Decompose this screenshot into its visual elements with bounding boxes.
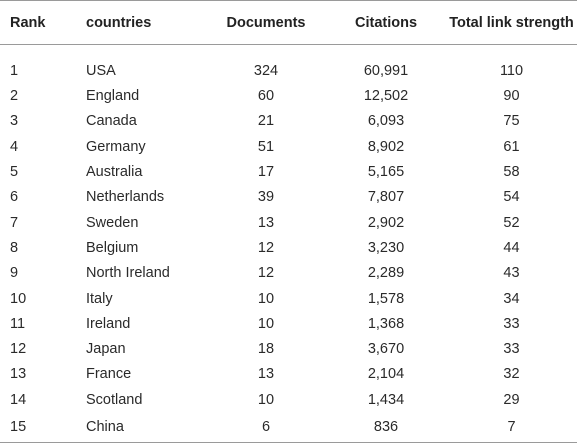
cell-total-link-strength: 32 (503, 366, 520, 383)
cell-documents: 13 (257, 366, 275, 383)
cell-rank: 15 (0, 412, 78, 442)
cell-documents: 324 (253, 63, 279, 80)
cell-documents: 6 (206, 412, 326, 442)
cell-rank: 2 (10, 88, 19, 105)
cell-rank: 14 (10, 391, 27, 408)
cell-total-link-strength: 33 (503, 315, 520, 332)
cell-citations: 2,902 (367, 214, 405, 231)
cell-documents: 10 (257, 315, 275, 332)
cell-country: Japan (86, 341, 126, 358)
table-row (0, 134, 577, 159)
cell-citations: 60,991 (363, 63, 409, 80)
cell-rank: 5 (10, 164, 19, 181)
cell-country: Germany (86, 138, 146, 155)
cell-documents: 10 (257, 290, 275, 307)
cell-total-link-strength: 90 (503, 88, 520, 105)
cell-country: Netherlands (86, 189, 165, 206)
cell-documents: 12 (257, 265, 275, 282)
table-header (0, 1, 577, 45)
cell-country: France (86, 366, 132, 383)
cell-country: Ireland (86, 315, 131, 332)
cell-rank: 8 (10, 239, 19, 256)
cell-citations: 6,093 (367, 113, 405, 130)
header-total-link-strength: Total link strength (446, 1, 577, 45)
cell-rank: 10 (10, 290, 27, 307)
cell-rank: 7 (10, 214, 19, 231)
cell-citations: 1,578 (367, 290, 405, 307)
header-citations: Citations (326, 1, 446, 45)
cell-rank: 9 (10, 265, 19, 282)
cell-citations: 12,502 (363, 88, 409, 105)
cell-total-link-strength: 43 (503, 265, 520, 282)
table-row (0, 286, 577, 311)
table-row (0, 84, 577, 109)
cell-citations: 2,104 (367, 366, 405, 383)
cell-citations: 8,902 (367, 138, 405, 155)
cell-rank: 3 (10, 113, 19, 130)
cell-total-link-strength: 33 (503, 341, 520, 358)
cell-citations: 836 (326, 412, 446, 442)
cell-country: China (78, 412, 206, 442)
table-body (0, 45, 577, 443)
cell-total-link-strength: 61 (503, 138, 520, 155)
table-row (0, 109, 577, 134)
cell-documents: 12 (257, 239, 275, 256)
cell-country: England (86, 88, 140, 105)
cell-rank: 6 (10, 189, 19, 206)
table-row (0, 336, 577, 361)
table-row (0, 235, 577, 260)
cell-total-link-strength: 75 (503, 113, 520, 130)
cell-documents: 13 (257, 214, 275, 231)
cell-rank: 1 (10, 63, 19, 80)
cell-rank: 12 (10, 341, 27, 358)
cell-rank: 4 (10, 138, 19, 155)
header-countries: countries (78, 1, 206, 45)
cell-total-link-strength: 34 (503, 290, 520, 307)
cell-total-link-strength: 29 (503, 391, 520, 408)
cell-documents: 39 (257, 189, 275, 206)
cell-total-link-strength: 54 (503, 189, 520, 206)
cell-total-link-strength: 58 (503, 164, 520, 181)
table-row (0, 412, 577, 442)
cell-total-link-strength: 110 (499, 63, 524, 80)
cell-citations: 3,670 (367, 341, 405, 358)
table-row (0, 387, 577, 412)
cell-country: Canada (86, 113, 137, 130)
table-row (0, 311, 577, 336)
cell-citations: 3,230 (367, 239, 405, 256)
cell-citations: 7,807 (367, 189, 405, 206)
cell-citations: 1,434 (367, 391, 405, 408)
cell-total-link-strength: 44 (503, 239, 520, 256)
table-row (0, 185, 577, 210)
table-row (0, 261, 577, 286)
table-row (0, 45, 577, 84)
header-row (0, 1, 577, 45)
cell-country: Belgium (86, 239, 139, 256)
cell-rank: 11 (10, 315, 26, 332)
cell-documents: 17 (257, 164, 275, 181)
table-row (0, 362, 577, 387)
cell-documents: 60 (257, 88, 275, 105)
cell-country: Australia (86, 164, 143, 181)
cell-country: Italy (86, 290, 113, 307)
cell-country: Scotland (86, 391, 143, 408)
cell-documents: 21 (257, 113, 275, 130)
cell-total-link-strength: 52 (503, 214, 520, 231)
table-row (0, 159, 577, 184)
cell-citations: 5,165 (367, 164, 405, 181)
header-rank: Rank (0, 1, 78, 45)
cell-documents: 18 (257, 341, 275, 358)
cell-documents: 51 (257, 138, 275, 155)
cell-country: Sweden (86, 214, 139, 231)
cell-total-link-strength: 7 (446, 412, 577, 442)
cell-citations: 2,289 (367, 265, 405, 282)
cell-rank: 13 (10, 366, 27, 383)
cell-documents: 10 (257, 391, 275, 408)
table-row (0, 210, 577, 235)
header-documents: Documents (206, 1, 326, 45)
cell-country: North Ireland (86, 265, 170, 282)
cell-citations: 1,368 (367, 315, 405, 332)
cell-country: USA (86, 63, 116, 80)
